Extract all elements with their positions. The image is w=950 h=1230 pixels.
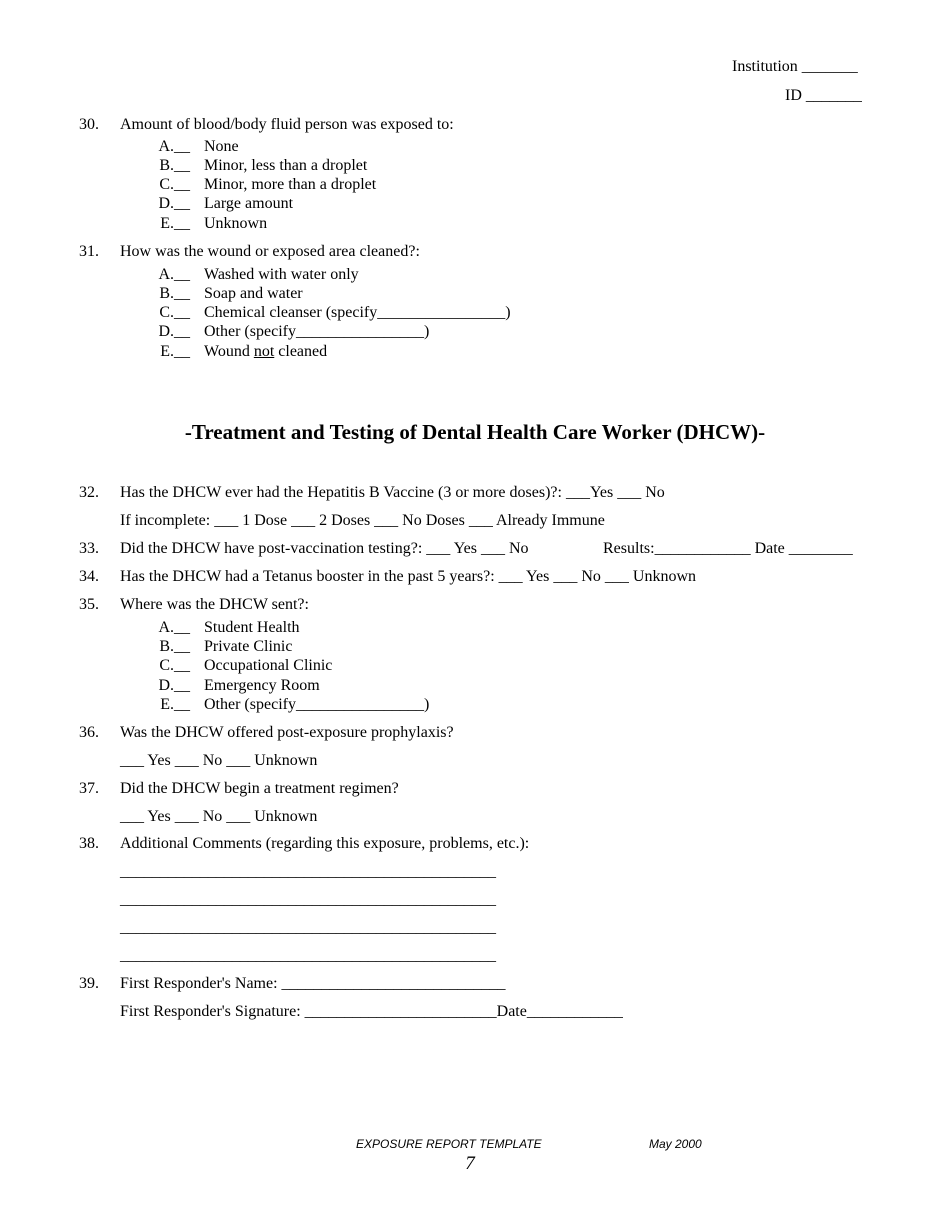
question-number: 35. xyxy=(79,596,99,613)
footer-template-label: EXPOSURE REPORT TEMPLATE xyxy=(356,1137,542,1151)
question-number: 31. xyxy=(79,243,99,260)
option-letter: D.__ xyxy=(158,677,190,694)
comment-line: _______________________________________________ xyxy=(120,891,496,908)
question-text: Where was the DHCW sent?: xyxy=(120,596,309,613)
option-letter: E.__ xyxy=(160,696,190,713)
option-text: Private Clinic xyxy=(204,638,293,655)
question-number: 39. xyxy=(79,975,99,992)
option-letter: C.__ xyxy=(159,176,190,193)
option-text: Other (specify________________) xyxy=(204,696,430,713)
question-text: Was the DHCW offered post-exposure prophylaxis? xyxy=(120,724,454,741)
question-text: Has the DHCW ever had the Hepatitis B Vaccine (3 or more doses)?: ___Yes ___ No xyxy=(120,484,665,501)
option-text: Soap and water xyxy=(204,285,303,302)
option-text: Washed with water only xyxy=(204,266,359,283)
option-letter: B.__ xyxy=(159,638,190,655)
institution-field: Institution _______ xyxy=(732,58,858,75)
option-letter: A.__ xyxy=(158,138,190,155)
question-number: 32. xyxy=(79,484,99,501)
option-text: Other (specify________________) xyxy=(204,323,430,340)
option-letter: B.__ xyxy=(159,285,190,302)
option-letter: D.__ xyxy=(158,323,190,340)
option-letter: D.__ xyxy=(158,195,190,212)
question-text: Did the DHCW have post-vaccination testing?: ___ Yes ___ No xyxy=(120,540,529,557)
option-text: Student Health xyxy=(204,619,300,636)
option-text: Occupational Clinic xyxy=(204,657,333,674)
option-text: Large amount xyxy=(204,195,294,212)
option-text: Minor, less than a droplet xyxy=(204,157,368,174)
option-letter: C.__ xyxy=(159,657,190,674)
results-field: Results:____________ Date ________ xyxy=(603,540,853,557)
responder-name-field: First Responder's Name: ____________________________ xyxy=(120,975,506,992)
option-letter: B.__ xyxy=(159,157,190,174)
question-text: Did the DHCW begin a treatment regimen? xyxy=(120,780,399,797)
answer-choices: ___ Yes ___ No ___ Unknown xyxy=(120,752,318,769)
question-text: How was the wound or exposed area cleaned?: xyxy=(120,243,420,260)
comment-line: _______________________________________________ xyxy=(120,863,496,880)
question-text: Amount of blood/body fluid person was exposed to: xyxy=(120,116,454,133)
responder-signature-field: First Responder's Signature: ________________________Date____________ xyxy=(120,1003,623,1020)
option-letter: E.__ xyxy=(160,343,190,360)
option-letter: A.__ xyxy=(158,619,190,636)
question-number: 36. xyxy=(79,724,99,741)
question-number: 33. xyxy=(79,540,99,557)
question-text: Additional Comments (regarding this exposure, problems, etc.): xyxy=(120,835,530,852)
option-text-post: cleaned xyxy=(274,343,328,360)
question-number: 30. xyxy=(79,116,99,133)
option-text-pre: Wound xyxy=(204,343,254,360)
option-letter: A.__ xyxy=(158,266,190,283)
footer-date: May 2000 xyxy=(649,1137,702,1151)
option-text: Minor, more than a droplet xyxy=(204,176,377,193)
option-letter: E.__ xyxy=(160,215,190,232)
question-text: Has the DHCW had a Tetanus booster in the past 5 years?: ___ Yes ___ No ___ Unknown xyxy=(120,568,696,585)
question-number: 37. xyxy=(79,780,99,797)
option-text: Chemical cleanser (specify________________) xyxy=(204,304,511,321)
option-text xyxy=(204,342,327,361)
page-number: 7 xyxy=(465,1153,475,1174)
question-number: 38. xyxy=(79,835,99,852)
option-text: Emergency Room xyxy=(204,677,320,694)
section-title: -Treatment and Testing of Dental Health Care Worker (DHCW)- xyxy=(184,420,766,444)
question-number: 34. xyxy=(79,568,99,585)
answer-choices: ___ Yes ___ No ___ Unknown xyxy=(120,808,318,825)
option-text: Unknown xyxy=(204,215,268,232)
comment-line: _______________________________________________ xyxy=(120,919,496,936)
question-subtext: If incomplete: ___ 1 Dose ___ 2 Doses ___ No Doses ___ Already Immune xyxy=(120,512,605,529)
comment-line: _______________________________________________ xyxy=(120,947,496,964)
id-field: ID _______ xyxy=(785,87,862,104)
option-text: None xyxy=(204,138,239,155)
option-text-underlined: not xyxy=(253,343,275,360)
option-letter: C.__ xyxy=(159,304,190,321)
